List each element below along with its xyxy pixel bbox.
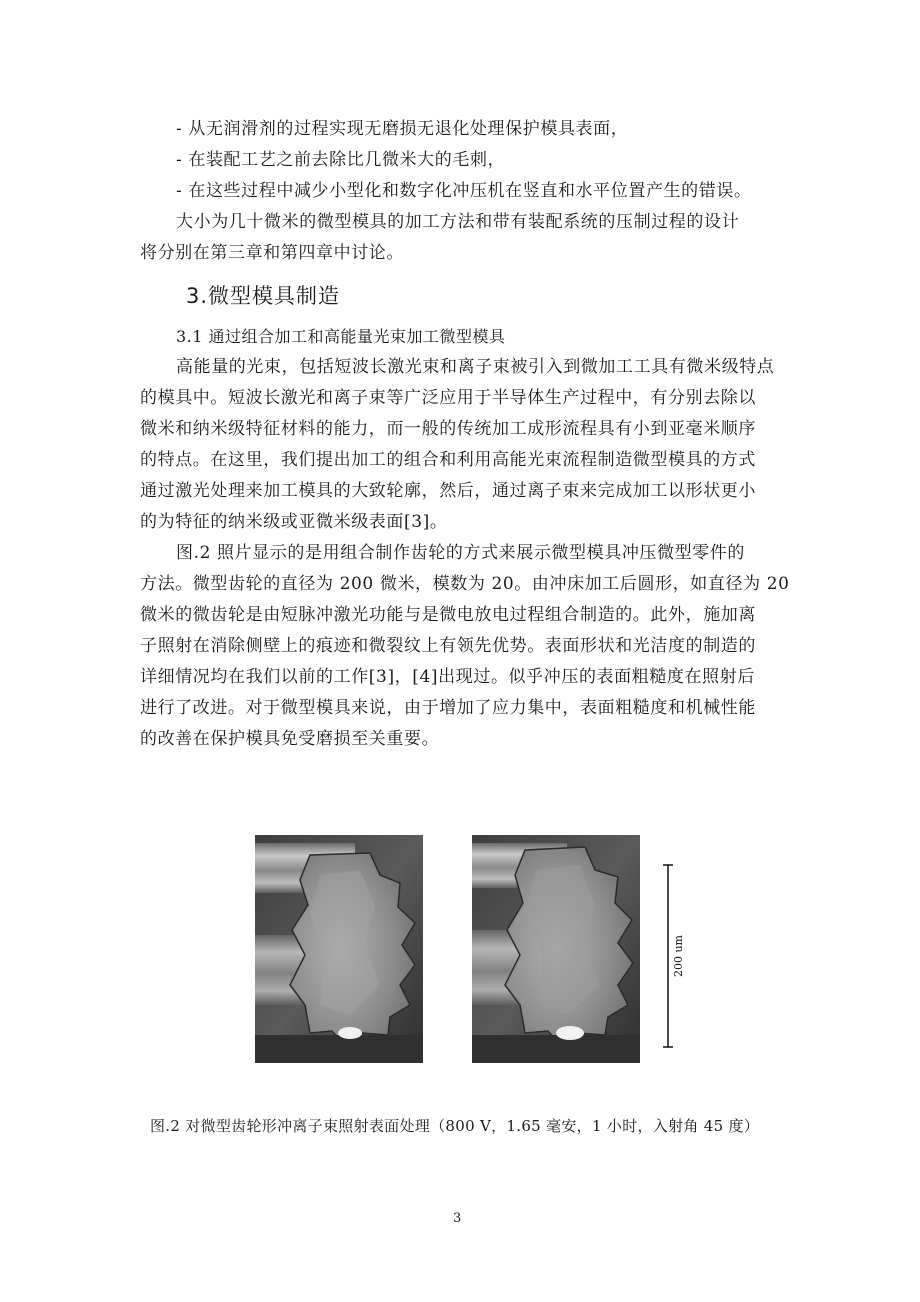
bullet-1: - 从无润滑剂的过程实现无磨损无退化处理保护模具表面， (176, 119, 629, 139)
para2-line-4: 子照射在消除侧壁上的痕迹和微裂纹上有领先优势。表面形状和光洁度的制造的 (140, 636, 756, 656)
micrograph-after-image (472, 835, 640, 1063)
para2-line-1: 图.2 照片显示的是用组合制作齿轮的方式来展示微型模具冲压微型零件的 (176, 543, 746, 563)
para2-line-2: 方法。微型齿轮的直径为 200 微米，模数为 20。由冲床加工后圆形，如直径为 20 (140, 574, 790, 594)
page-number: 3 (453, 1211, 462, 1226)
para2-line-7: 的改善在保护模具免受磨损至关重要。 (140, 729, 440, 749)
para2-line-3: 微米的微齿轮是由短脉冲激光功能与是微电放电过程组合制造的。此外，施加离 (140, 605, 756, 625)
para1-line-2: 的模具中。短波长激光和离子束等广泛应用于半导体生产过程中，有分别去除以 (140, 388, 756, 408)
subsection-heading: 3.1 通过组合加工和高能量光束加工微型模具 (176, 327, 506, 346)
para1-line-6: 的为特征的纳米级或亚微米级表面[3]。 (140, 512, 448, 532)
para1-line-3: 微米和纳米级特征材料的能力，而一般的传统加工成形流程具有小到亚毫米顺序 (140, 419, 756, 439)
figure-caption: 图.2 对微型齿轮形冲离子束照射表面处理（800 V，1.65 毫安，1 小时，入射角 45 度） (150, 1117, 760, 1135)
bullet-2: - 在装配工艺之前去除比几微米大的毛刺， (176, 150, 506, 170)
para2-line-5: 详细情况均在我们以前的工作[3]，[4]出现过。似乎冲压的表面粗糙度在照射后 (140, 667, 755, 687)
bullet-3: - 在这些过程中减少小型化和数字化冲压机在竖直和水平位置产生的错误。 (176, 181, 752, 201)
para1-line-4: 的特点。在这里，我们提出加工的组合和利用高能光束流程制造微型模具的方式 (140, 450, 756, 470)
para1-line-5: 通过激光处理来加工模具的大致轮廓，然后，通过离子束来完成加工以形状更小 (140, 481, 756, 501)
para1-line-1: 高能量的光束，包括短波长激光束和离子束被引入到微加工工具有微米级特点 (176, 357, 775, 377)
figure-2 (250, 835, 690, 1065)
intro-line-2: 将分别在第三章和第四章中讨论。 (140, 243, 404, 263)
scale-bar-label: 200 um (672, 934, 685, 978)
intro-line-1: 大小为几十微米的微型模具的加工方法和带有装配系统的压制过程的设计 (176, 212, 740, 232)
scale-bar (663, 865, 685, 1047)
para2-line-6: 进行了改进。对于微型模具来说，由于增加了应力集中，表面粗糙度和机械性能 (140, 698, 756, 718)
micrograph-before-image (255, 835, 423, 1063)
section-heading: 3.微型模具制造 (186, 284, 341, 308)
